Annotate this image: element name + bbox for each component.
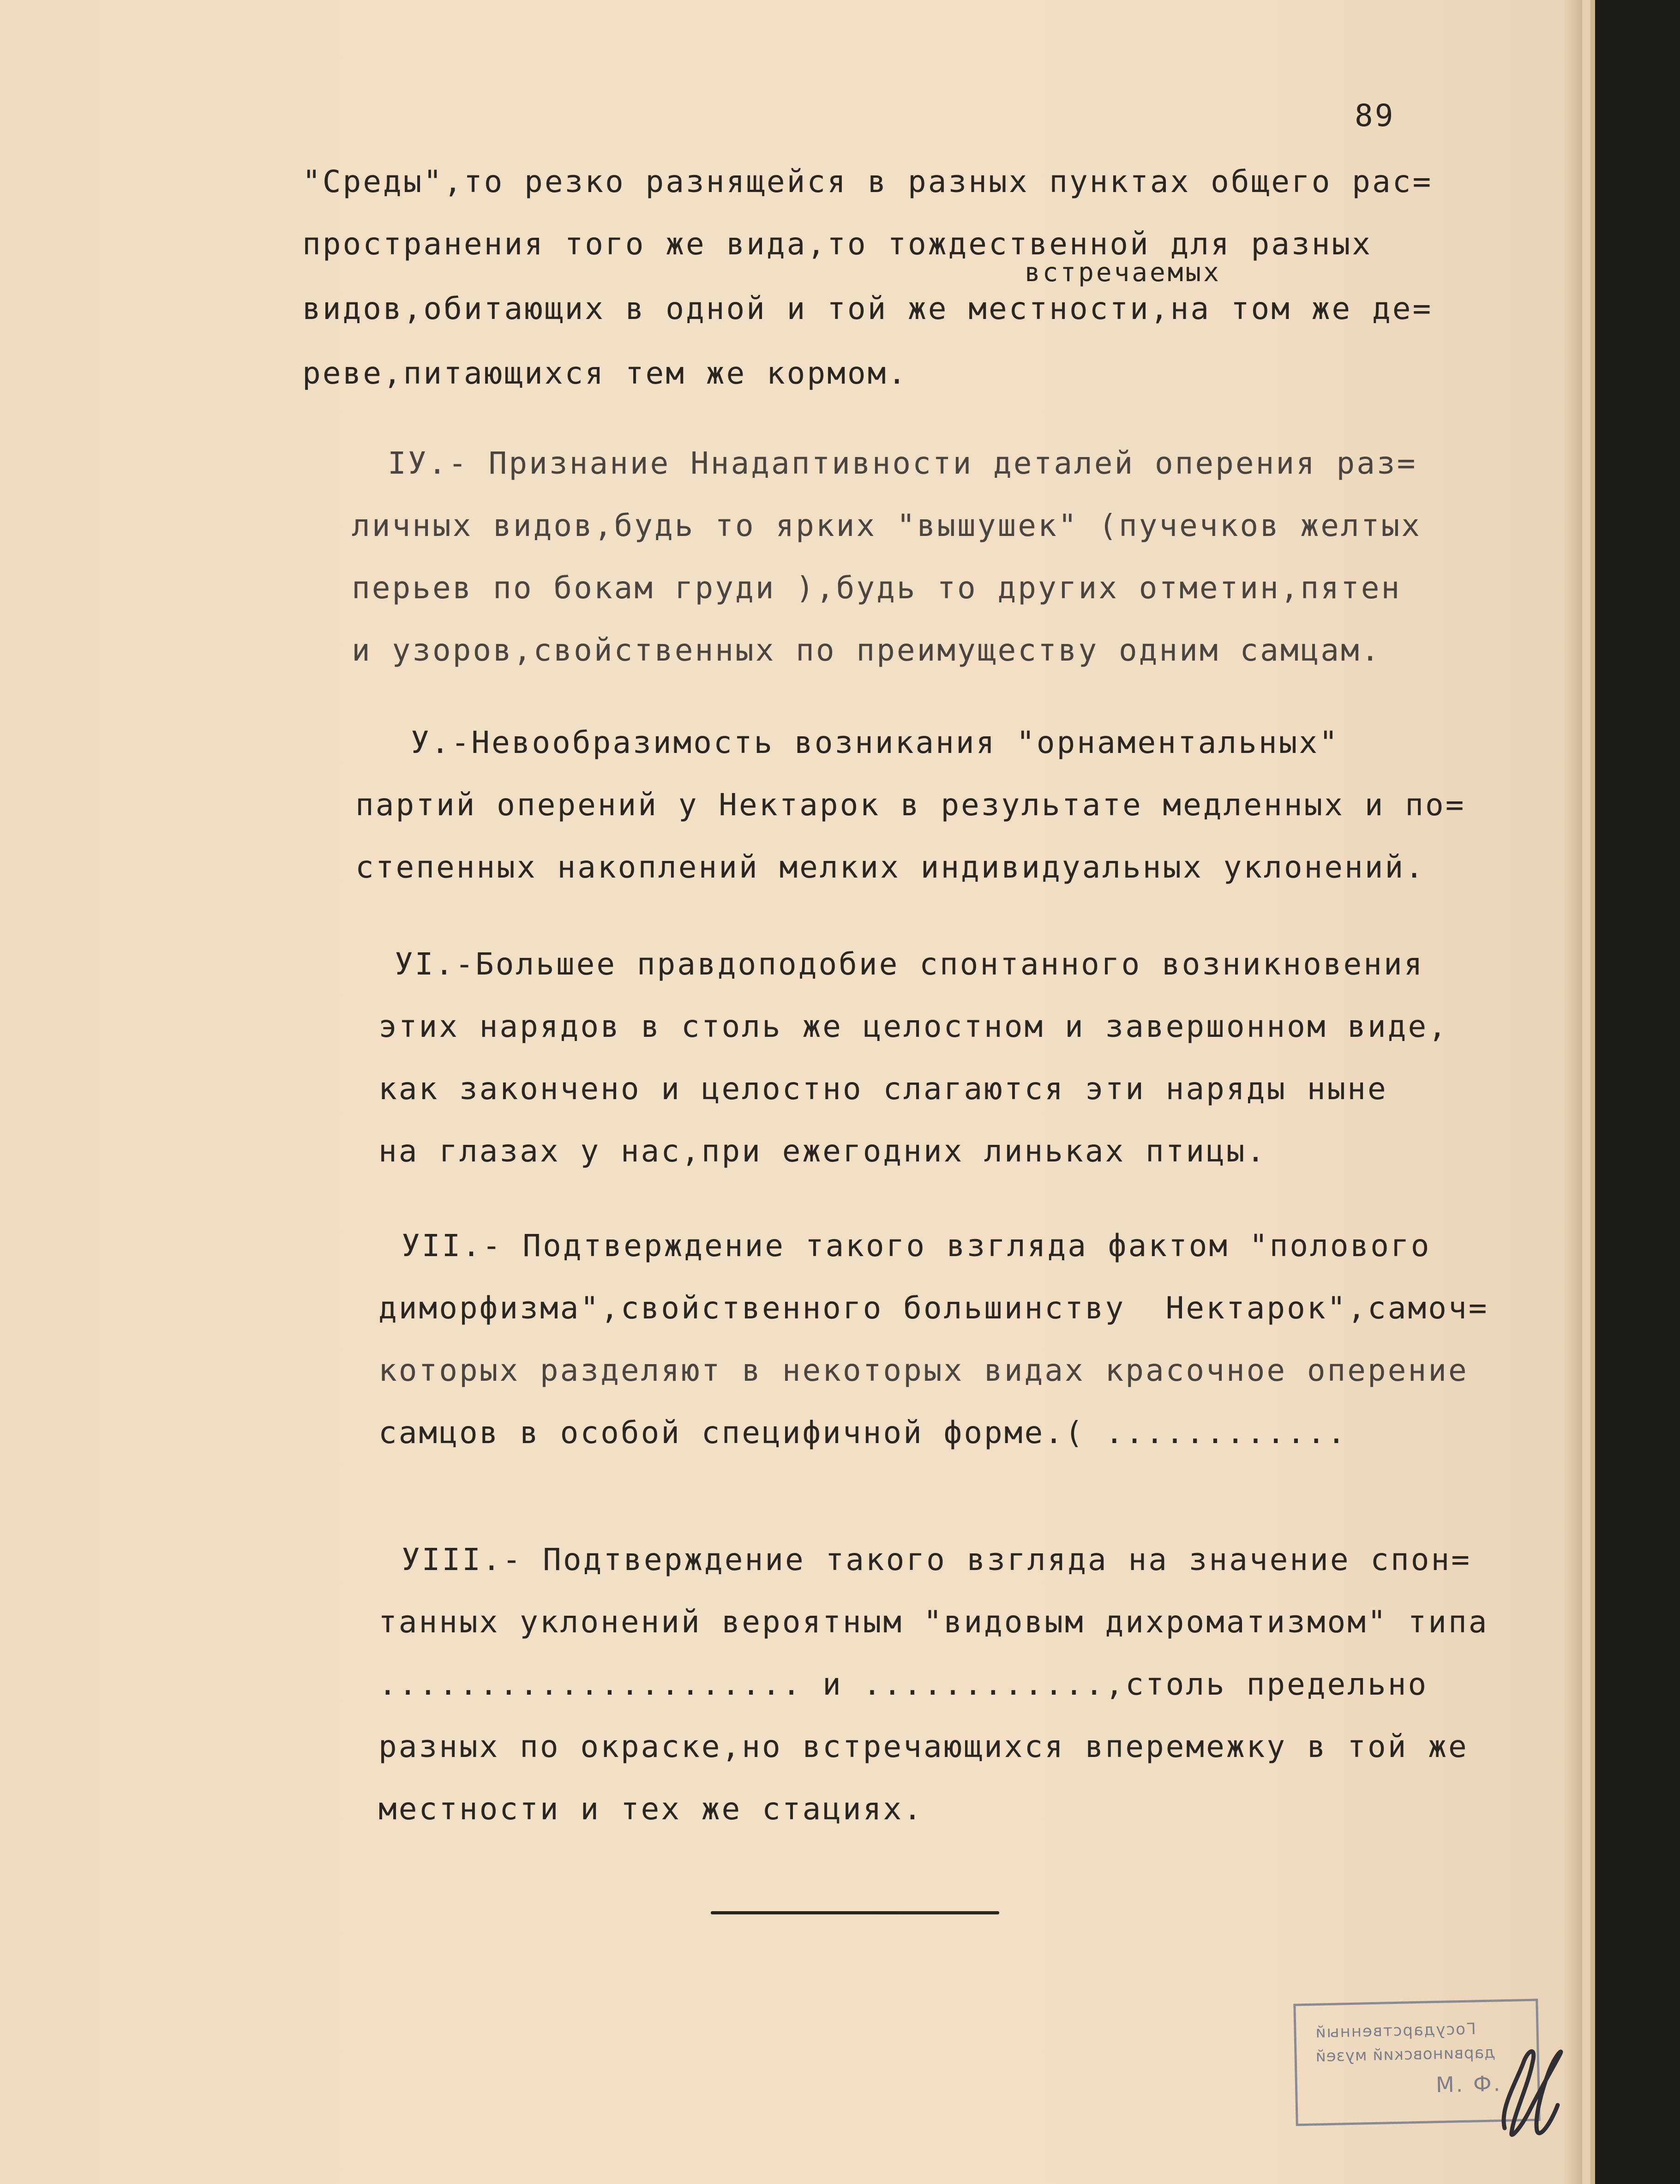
text-line: танных уклонений вероятным "видовым дихроматизмом" типа (378, 1604, 1489, 1640)
page-edge (1582, 0, 1590, 2184)
text-line: УII.- Подтверждение такого взгляда фактом "полового (402, 1228, 1431, 1263)
stamp-line: Государственный (1314, 2020, 1476, 2042)
text-line: "Среды",то резко разнящейся в разных пунктах общего рас= (302, 164, 1433, 199)
text-line: этих нарядов в столь же целостном и завершонном виде, (378, 1009, 1448, 1044)
handwritten-insertion: встречаемых (1025, 258, 1221, 288)
text-line: и узоров,свойственных по преимуществу одним самцам. (352, 632, 1381, 668)
text-line: местности и тех же стациях. (378, 1791, 924, 1827)
closing-rule (711, 1911, 999, 1914)
handwritten-signature (1486, 2036, 1578, 2142)
text-line: разных по окраске,но встречающихся вперемежку в той же (378, 1729, 1469, 1764)
text-line: диморфизма",свойственного большинству Нектарок",самоч= (378, 1290, 1489, 1326)
stamp-line: дарвиновский музей (1315, 2043, 1496, 2066)
text-line: самцов в особой специфичной форме.( ............ (378, 1415, 1348, 1450)
text-line: IУ.- Признание Ннадаптивности деталей оперения раз= (388, 445, 1417, 481)
text-line: УIII.- Подтверждение такого взгляда на значение спон= (402, 1542, 1471, 1577)
page-number: 89 (1355, 98, 1395, 133)
text-line: на глазах у нас,при ежегодних линьках птицы. (378, 1133, 1267, 1169)
text-line: пространения того же вида,то тождественной для разных (302, 226, 1372, 262)
text-line: степенных накоплений мелких индивидуальных уклонений. (355, 849, 1425, 885)
text-line: ..................... и ............,столь предельно (378, 1667, 1428, 1702)
text-line: видов,обитающих в одной и той же местности,на том же де= (302, 291, 1433, 326)
text-line: которых разделяют в некоторых видах красочное оперение (378, 1353, 1469, 1388)
text-line: как закончено и целостно слагаются эти наряды ныне (378, 1071, 1388, 1107)
text-line: УI.-Большее правдоподобие спонтанного возникновения (395, 946, 1424, 982)
text-line: реве,питающихся тем же кормом. (302, 355, 908, 391)
page-edge-shadow (1590, 0, 1595, 2184)
text-line: партий оперений у Нектарок в результате медленных и по= (355, 787, 1466, 823)
text-line: У.-Невообразимость возникания "орнаментальных" (411, 725, 1339, 760)
text-line: перьев по бокам груди ),будь то других отметин,пятен (352, 570, 1402, 606)
text-line: личных видов,будь то ярких "вышушек" (пучечков желтых (352, 508, 1422, 543)
stamp-initials: М. Ф. (1435, 2071, 1502, 2098)
